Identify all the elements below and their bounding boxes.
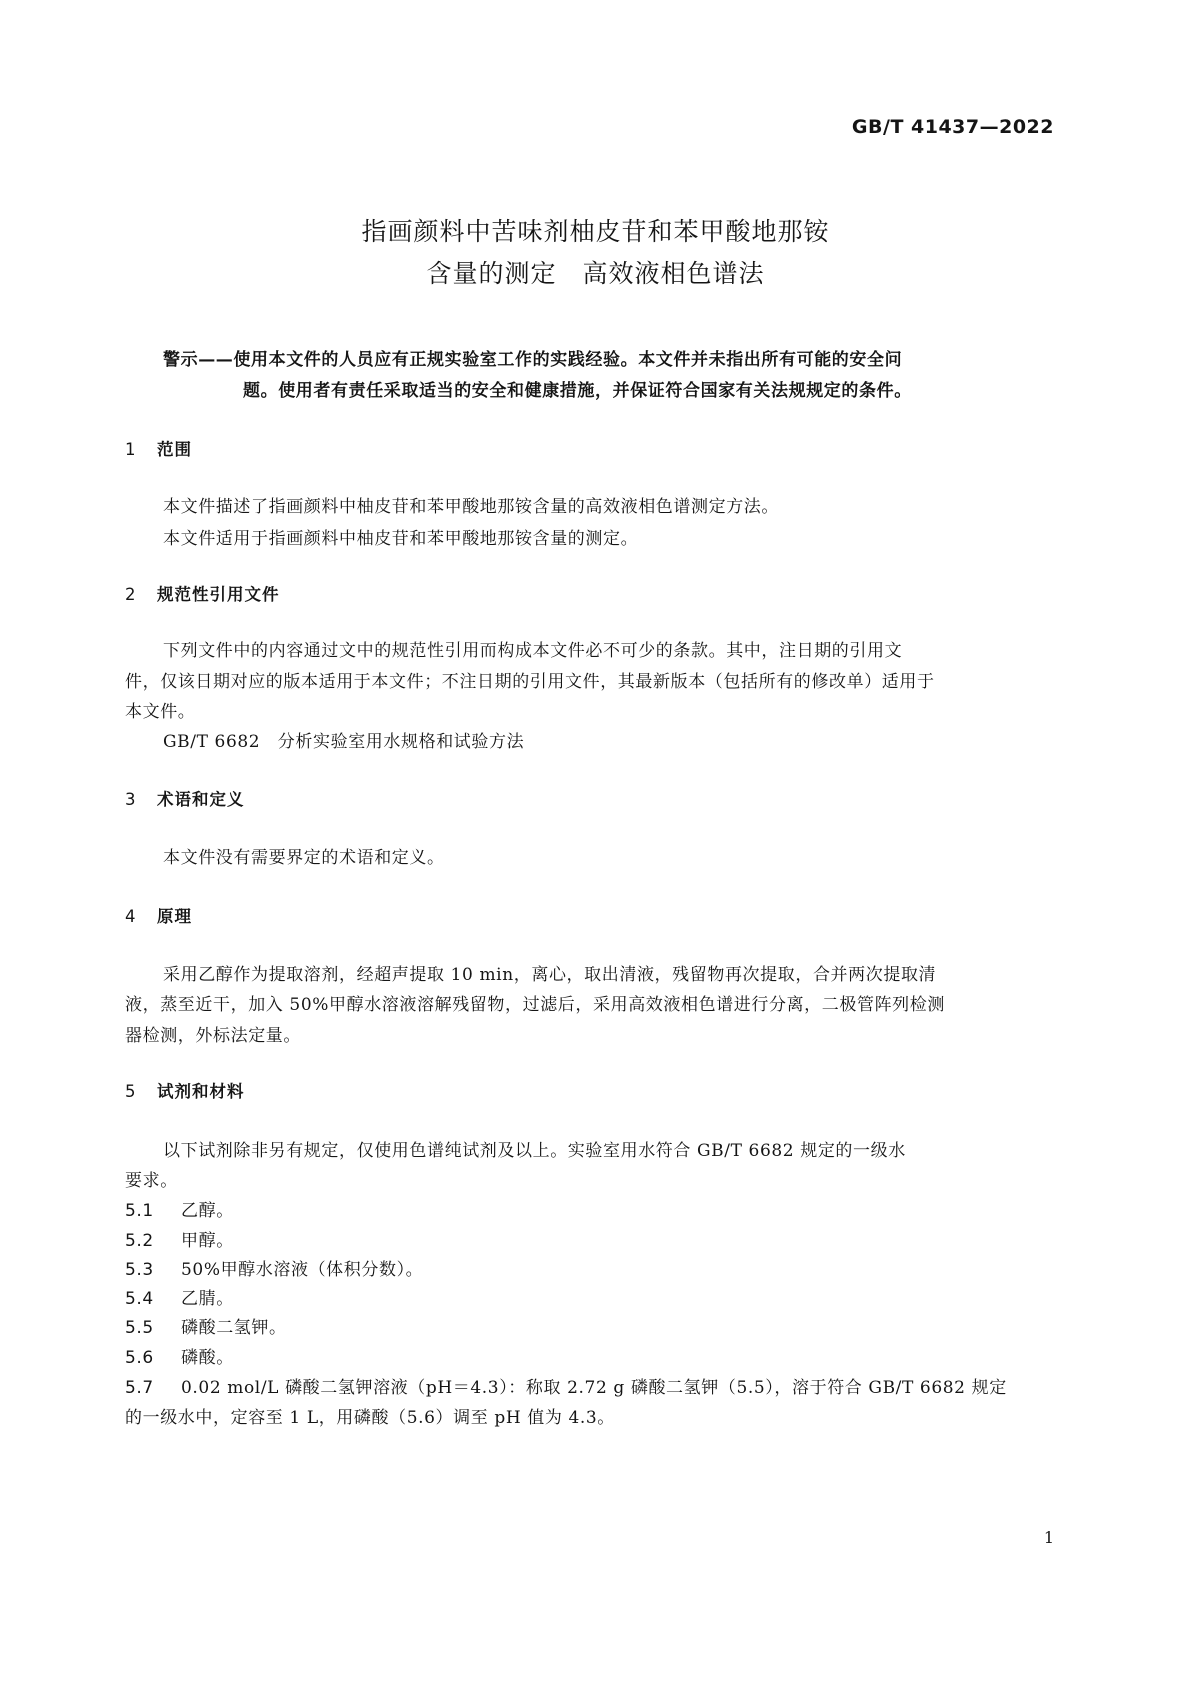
paragraph: 本文件描述了指画颜料中柚皮苷和苯甲酸地那铵含量的高效液相色谱测定方法。 xyxy=(163,497,779,517)
normative-reference: GB/T 6682 分析实验室用水规格和试验方法 xyxy=(163,732,525,752)
paragraph-line: 本文件。 xyxy=(125,702,196,722)
section-number: 4 xyxy=(125,907,137,926)
item-number: 5.1 xyxy=(125,1201,154,1221)
paragraph: 本文件没有需要界定的术语和定义。 xyxy=(163,848,445,868)
paragraph-line: 件，仅该日期对应的版本适用于本文件；不注日期的引用文件，其最新版本（包括所有的修改单）适用于 xyxy=(125,672,935,692)
item-number: 5.6 xyxy=(125,1348,154,1368)
section-number: 5 xyxy=(125,1082,137,1101)
paragraph-line: 要求。 xyxy=(125,1171,178,1191)
document-title-line-2: 含量的测定 高效液相色谱法 xyxy=(426,259,765,288)
section-heading-normative-references xyxy=(125,581,280,605)
warning-line-1: 警示——使用本文件的人员应有正规实验室工作的实践经验。本文件并未指出所有可能的安全问 xyxy=(163,350,903,370)
section-number: 3 xyxy=(125,790,137,809)
section-title: 术语和定义 xyxy=(157,790,245,809)
paragraph-line: 以下试剂除非另有规定，仅使用色谱纯试剂及以上。实验室用水符合 GB/T 6682 规定的一级水 xyxy=(163,1141,906,1161)
item-text: 0.02 mol/L 磷酸二氢钾溶液（pH＝4.3）：称取 2.72 g 磷酸二氢钾（5.5），溶于符合 GB/T 6682 规定 xyxy=(181,1378,1007,1398)
item-text: 50%甲醇水溶液（体积分数）。 xyxy=(181,1260,424,1280)
page-number: 1 xyxy=(1043,1528,1054,1547)
section-title: 范围 xyxy=(157,440,192,459)
item-text: 磷酸二氢钾。 xyxy=(181,1318,287,1338)
item-number: 5.2 xyxy=(125,1231,154,1251)
section-number: 2 xyxy=(125,585,137,604)
paragraph: 本文件适用于指画颜料中柚皮苷和苯甲酸地那铵含量的测定。 xyxy=(163,529,639,549)
list-item xyxy=(125,1255,423,1280)
item-text: 甲醇。 xyxy=(181,1231,234,1251)
list-item xyxy=(125,1343,234,1368)
paragraph-line: 液，蒸至近干，加入 50%甲醇水溶液溶解残留物，过滤后，采用高效液相色谱进行分离，二极管阵列检测 xyxy=(125,995,945,1015)
section-title: 试剂和材料 xyxy=(157,1082,245,1101)
section-heading-principle xyxy=(125,903,192,927)
paragraph-line: 器检测，外标法定量。 xyxy=(125,1026,301,1046)
section-number: 1 xyxy=(125,440,137,459)
list-item xyxy=(125,1226,234,1251)
item-number: 5.3 xyxy=(125,1260,154,1280)
list-item xyxy=(125,1284,234,1309)
list-item xyxy=(125,1373,1007,1398)
item-text: 乙醇。 xyxy=(181,1201,234,1221)
section-title: 原理 xyxy=(157,907,192,926)
warning-line-2: 题。使用者有责任采取适当的安全和健康措施，并保证符合国家有关法规规定的条件。 xyxy=(243,381,912,401)
standard-number: GB/T 41437—2022 xyxy=(851,116,1054,138)
item-text: 乙腈。 xyxy=(181,1289,234,1309)
section-heading-scope xyxy=(125,436,192,460)
item-text: 磷酸。 xyxy=(181,1348,234,1368)
section-heading-reagents-materials xyxy=(125,1078,245,1102)
list-item xyxy=(125,1196,234,1221)
item-number: 5.7 xyxy=(125,1378,154,1398)
list-item-continuation: 的一级水中，定容至 1 L，用磷酸（5.6）调至 pH 值为 4.3。 xyxy=(125,1408,615,1428)
document-title-line-1: 指画颜料中苦味剂柚皮苷和苯甲酸地那铵 xyxy=(361,217,830,246)
list-item xyxy=(125,1313,287,1338)
item-number: 5.5 xyxy=(125,1318,154,1338)
section-heading-terms-definitions xyxy=(125,786,245,810)
item-number: 5.4 xyxy=(125,1289,154,1309)
section-title: 规范性引用文件 xyxy=(157,585,280,604)
paragraph-line: 采用乙醇作为提取溶剂，经超声提取 10 min，离心，取出清液，残留物再次提取，合并两次提取清 xyxy=(163,965,937,985)
paragraph-line: 下列文件中的内容通过文中的规范性引用而构成本文件必不可少的条款。其中，注日期的引用文 xyxy=(163,641,903,661)
